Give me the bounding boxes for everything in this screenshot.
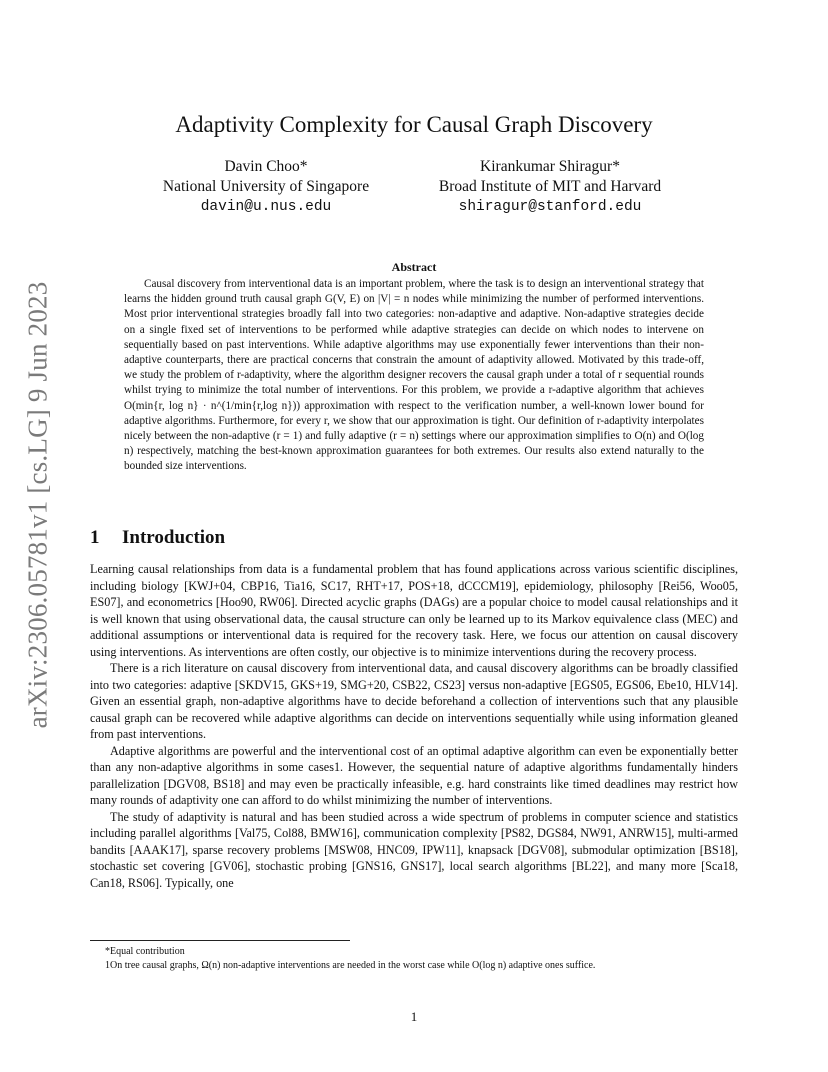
section-heading <box>90 527 225 549</box>
intro-paragraph-1: Learning causal relationships from data is a fundamental problem that has found applications across various scientific disciplines, including biology [KWJ+04, CBP16, Tia16, SC17, RHT+17, POS+18, dCCCM19], epidemiology, philosophy [Rei56, Woo05, ES07], and econometrics [Hoo90, RW06]. Directed acyclic graphs (DAGs) are a popular choice to model causal relationships and it is well known that using observational data, the causal structure can only be learned up to its Markov equivalence class (MEC) and additional assumptions or interventional data is required for the recovery task. Here, we focus our attention on causal discovery using interventions. As interventions are often costly, our objective is to minimize interventions during the recovery process. <box>90 562 738 659</box>
author-name: Davin Choo* <box>224 158 308 175</box>
author-block-1 <box>140 157 392 217</box>
paper-title: Adaptivity Complexity for Causal Graph Discovery <box>175 112 653 137</box>
section-number: 1 <box>90 527 100 548</box>
author-affiliation: Broad Institute of MIT and Harvard <box>438 178 662 195</box>
arxiv-sidebar <box>18 281 58 729</box>
author-email[interactable]: shiragur@stanford.edu <box>458 199 642 215</box>
intro-paragraph-3: Adaptive algorithms are powerful and the interventional cost of an optimal adaptive algorithm can even be exponentially better than any non-adaptive algorithms in some cases1. However, the sequential nature of adaptive algorithms fundamentally hinders parallelization [DGV08, BS18] and may even be practically infeasible, e.g. hard constraints like timed deadlines may restrict how many rounds of adaptivity one can afford to do whilst minimizing the number of interventions. <box>90 743 738 807</box>
author-name: Kirankumar Shiragur* <box>480 158 620 175</box>
intro-paragraph-4: The study of adaptivity is natural and has been studied across a wide spectrum of problems in computer science and statistics including parallel algorithms [Val75, Col88, BMW16], communication complexity [PS82, DGS84, NW91, ANRW15], multi-armed bandits [AAAK17], sparse recovery problems [MSW08, HNC09, IPW11], knapsack [DGV08], submodular optimization [BS18], stochastic set covering [GV06], stochastic probing [GNS16, GNS17], local search algorithms [BL22], and many more [Sca18, Can18, RS06]. Typically, one <box>90 809 738 890</box>
footnote-1: 1On tree causal graphs, Ω(n) non-adaptive interventions are needed in the worst case while O(log n) adaptive ones suffice. <box>105 960 596 971</box>
arxiv-identifier: arXiv:2306.05781v1 [cs.LG] 9 Jun 2023 <box>22 281 53 729</box>
page-number: 1 <box>410 1009 418 1024</box>
author-affiliation: National University of Singapore <box>162 178 370 195</box>
footnote-equal-contribution: *Equal contribution <box>105 946 185 957</box>
footnote-rule <box>90 940 350 941</box>
abstract-text: Causal discovery from interventional data is an important problem, where the task is to design an interventional strategy that learns the hidden ground truth causal graph G(V, E) on |V| = n nodes while minimizing the number of performed interventions. Most prior interventional strategies broadly fall into two categories: non-adaptive and adaptive. Non-adaptive strategies decide on a single fixed set of interventions to be performed while adaptive strategies can decide on which nodes to intervene on sequentially based on past interventions. While adaptive algorithms may use exponentially fewer interventions than their non-adaptive counterparts, there are practical concerns that constrain the amount of adaptivity allowed. Motivated by this trade-off, we study the problem of r-adaptivity, where the algorithm designer recovers the causal graph under a total of r sequential rounds whilst trying to minimize the total number of interventions. For this problem, we provide a r-adaptive algorithm that achieves O(min{r, log n} · n^(1/min{r,log n})) approximation with respect to the verification number, a well-known lower bound for adaptive algorithms. Furthermore, for every r, we show that our approximation is tight. Our definition of r-adaptivity interpolates nicely between the non-adaptive (r = 1) and fully adaptive (r = n) settings where our approximation simplifies to O(n) and O(log n) respectively, matching the best-known approximation guarantees for both extremes. Our results also extend naturally to the bounded size interventions. <box>124 278 704 473</box>
intro-paragraph-2: There is a rich literature on causal discovery from interventional data, and causal discovery algorithms can be broadly classified into two categories: adaptive [SKDV15, GKS+19, SMG+20, CSB22, CS23] versus non-adaptive [EGS05, EGS06, Ebe10, HLV14]. Given an essential graph, non-adaptive algorithms have to decide beforehand a collection of interventions such that any plausible causal graph can be recovered while adaptive algorithms can decide on interventions sequentially while using information gleaned from past interventions. <box>90 661 738 741</box>
author-email[interactable]: davin@u.nus.edu <box>200 199 332 215</box>
abstract-heading: Abstract <box>391 260 437 274</box>
section-title: Introduction <box>122 527 226 548</box>
intro-body <box>90 561 738 891</box>
author-block-2 <box>414 157 686 217</box>
